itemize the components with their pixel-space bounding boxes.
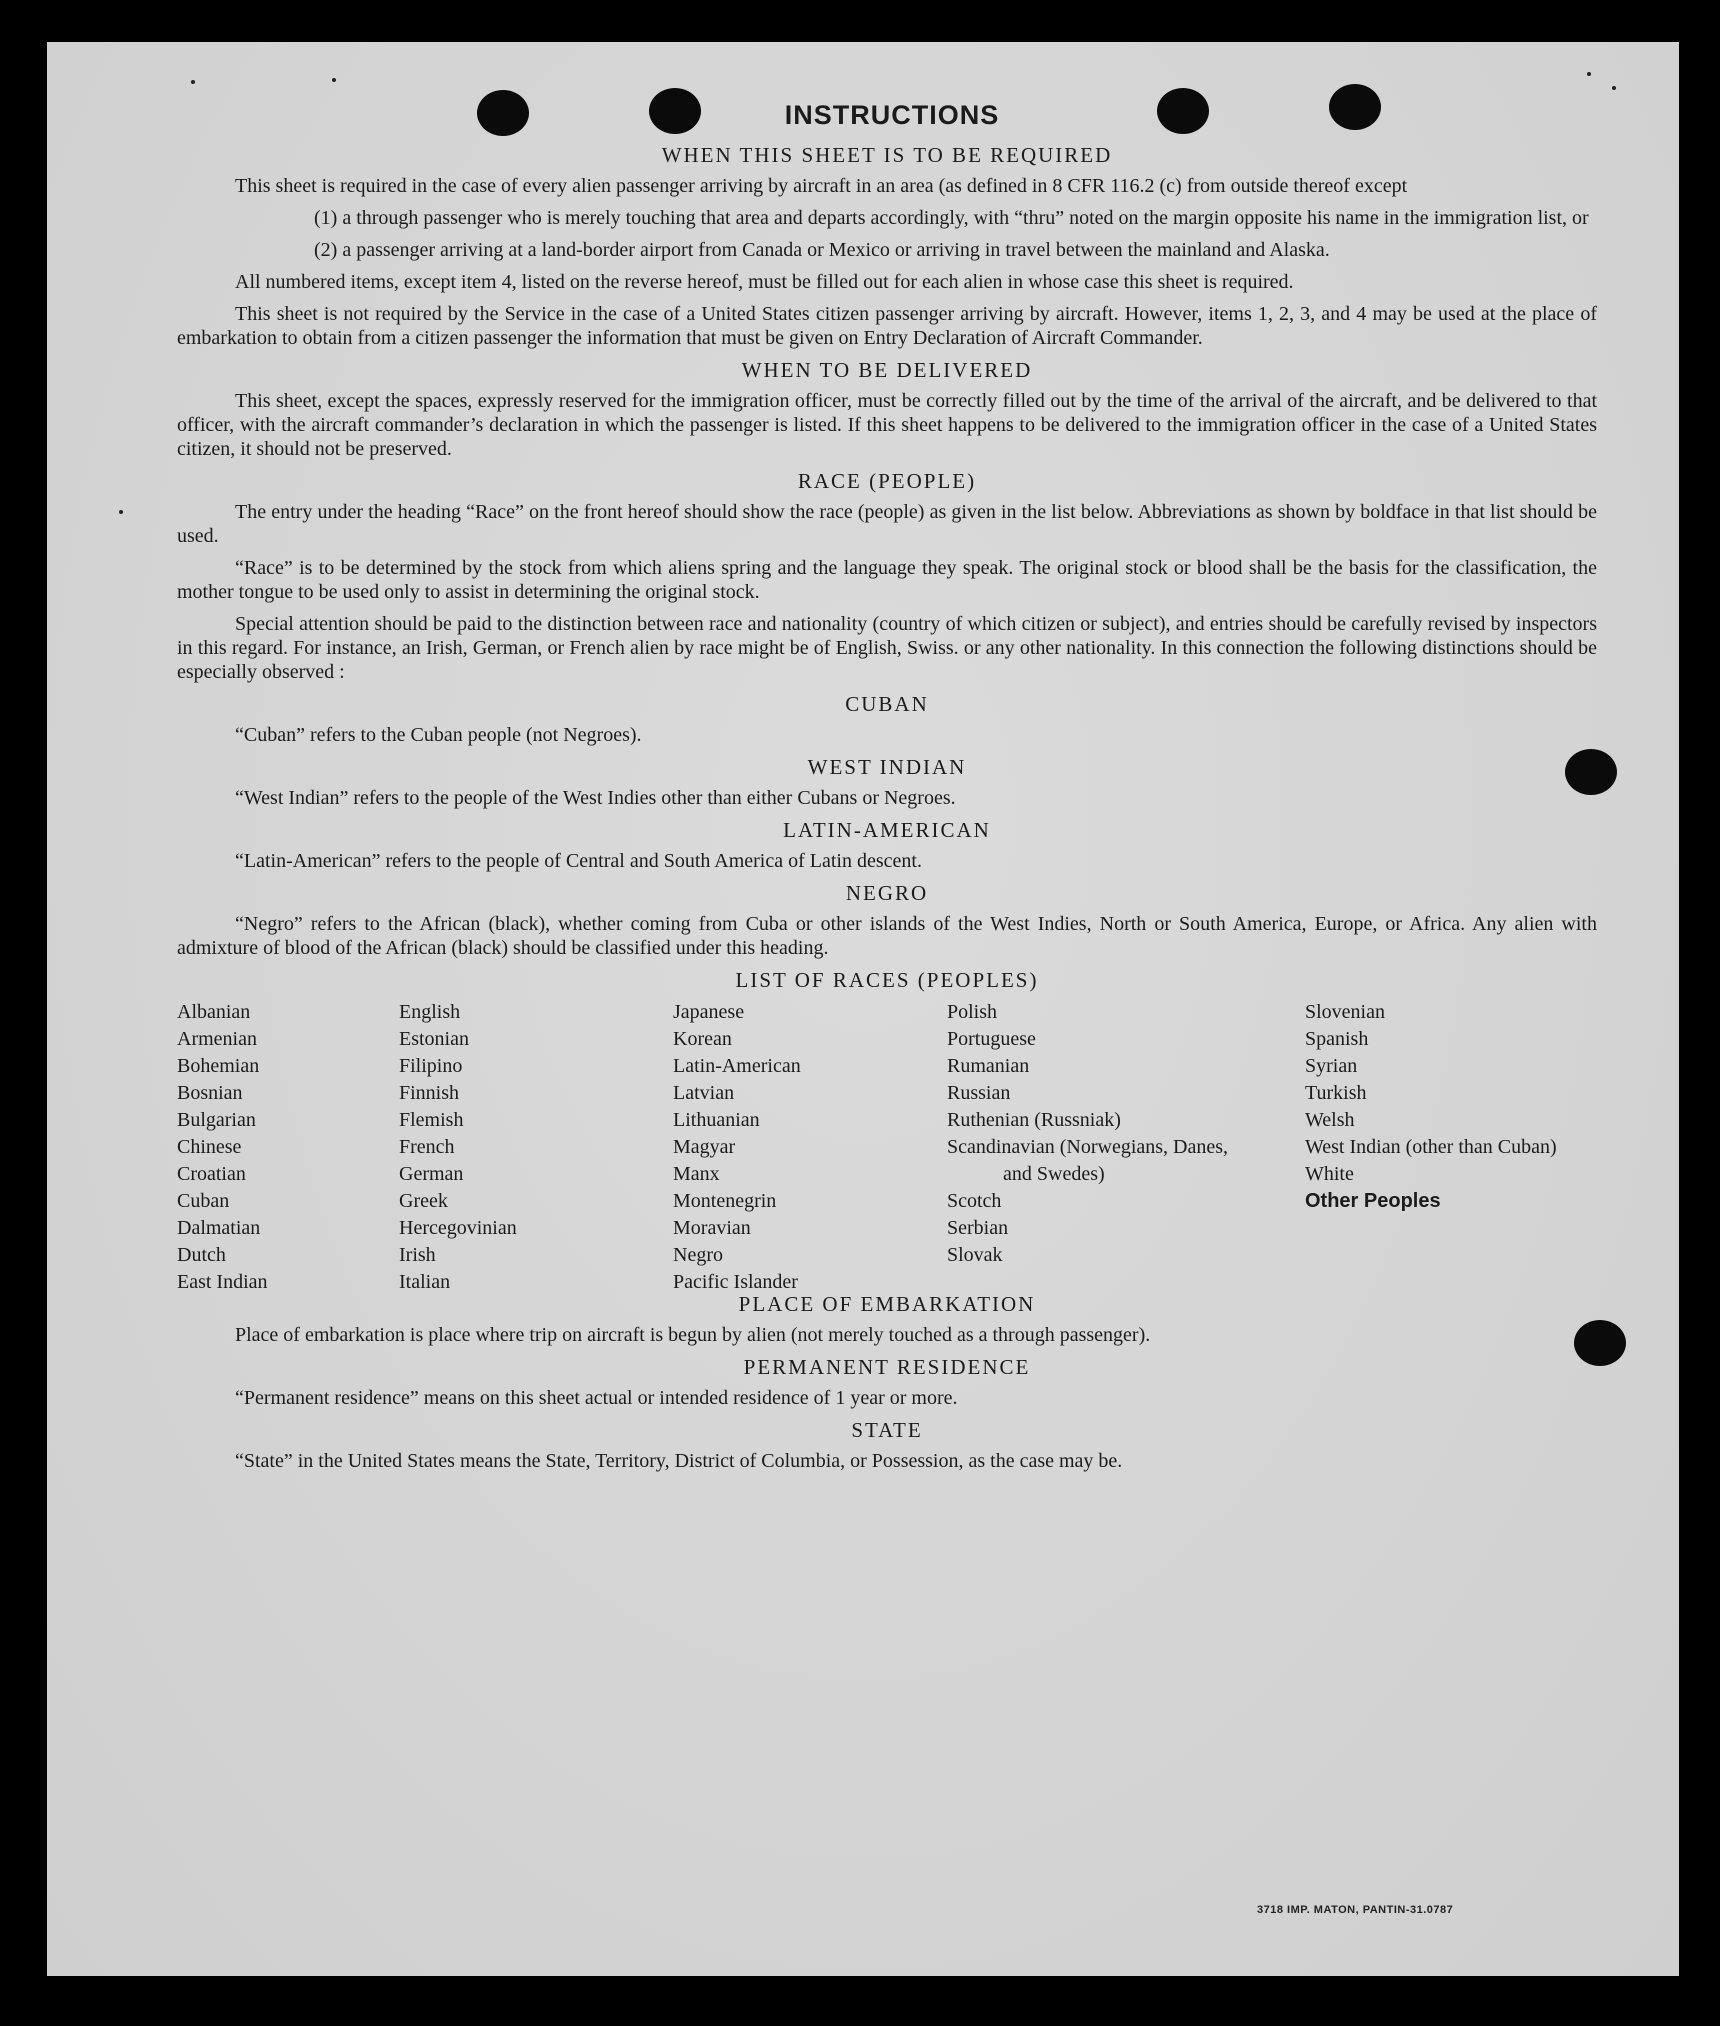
race-item: Slovenian bbox=[1305, 1001, 1385, 1023]
exception-item-1: (1) a through passenger who is merely touching that area and departs accordingly, with “thru” noted on the margin opposite his name in the immigration list, or bbox=[314, 207, 1589, 229]
definition-embarkation: Place of embarkation is place where trip on aircraft is begun by alien (not merely touched as a through passenger). bbox=[235, 1324, 1151, 1346]
race-item: Turkish bbox=[1305, 1082, 1367, 1104]
definition-latin-american: “Latin-American” refers to the people of Central and South America of Latin descent. bbox=[235, 850, 922, 872]
races-column-1 bbox=[177, 999, 268, 1296]
race-item: Irish bbox=[399, 1244, 436, 1266]
race-item: French bbox=[399, 1136, 455, 1158]
race-item: Italian bbox=[399, 1271, 451, 1293]
heading-list-of-races: LIST OF RACES (PEOPLES) bbox=[735, 968, 1039, 992]
heading-state: STATE bbox=[851, 1418, 923, 1442]
definition-negro: “Negro” refers to the African (black), whether coming from Cuba or other islands of the West Indies, North or South America, Europe, or Africa. Any alien with admixture of blood of the African (black) should be classified under this heading. bbox=[177, 913, 1597, 959]
race-item: Bohemian bbox=[177, 1055, 260, 1077]
race-item: Manx bbox=[673, 1163, 720, 1185]
printer-imprint: 3718 IMP. MATON, PANTIN-31.0787 bbox=[1257, 1904, 1454, 1916]
race-item: Dutch bbox=[177, 1244, 226, 1266]
race-item: Scandinavian (Norwegians, Danes, and Swedes) bbox=[947, 1136, 1229, 1185]
race-item: Latin-American bbox=[673, 1055, 801, 1077]
race-item: Negro bbox=[673, 1244, 723, 1266]
race-item: Polish bbox=[947, 1001, 998, 1023]
race-item: Flemish bbox=[399, 1109, 464, 1131]
race-item: Other Peoples bbox=[1305, 1190, 1441, 1212]
paragraph: This sheet is required in the case of every alien passenger arriving by aircraft in an area (as defined in 8 CFR 116.2 (c) from outside thereof except bbox=[235, 175, 1408, 197]
exception-item-2: (2) a passenger arriving at a land-border airport from Canada or Mexico or arriving in travel between the mainland and Alaska. bbox=[314, 239, 1330, 261]
paragraph: This sheet is not required by the Service in the case of a United States citizen passenger arriving by aircraft. However, items 1, 2, 3, and 4 may be used at the place of embarkation to obtain from a citizen passenger the information that must be given on Entry Declaration of Aircraft Commander. bbox=[177, 303, 1597, 349]
race-item: Chinese bbox=[177, 1136, 242, 1158]
paragraph: This sheet, except the spaces, expressly reserved for the immigration officer, must be correctly filled out by the time of the arrival of the aircraft, and be delivered to that officer, with the aircraft commander’s declaration in which the passenger is listed. If this sheet happens to be delivered to the immigration officer in the case of a United States citizen, it should not be preserved. bbox=[177, 390, 1597, 460]
race-item: Syrian bbox=[1305, 1055, 1358, 1077]
heading-when-delivered: WHEN TO BE DELIVERED bbox=[741, 358, 1033, 382]
races-list bbox=[177, 999, 1597, 1293]
race-item: Albanian bbox=[177, 1001, 251, 1023]
race-item: Japanese bbox=[673, 1001, 745, 1023]
race-item: Rumanian bbox=[947, 1055, 1030, 1077]
races-column-3 bbox=[673, 999, 801, 1296]
speck bbox=[1612, 86, 1616, 90]
races-column-2 bbox=[399, 999, 517, 1296]
race-item: Serbian bbox=[947, 1217, 1009, 1239]
race-item: Welsh bbox=[1305, 1109, 1355, 1131]
heading-place-of-embarkation: PLACE OF EMBARKATION bbox=[738, 1292, 1036, 1316]
heading-cuban: CUBAN bbox=[845, 692, 929, 716]
race-item: Spanish bbox=[1305, 1028, 1369, 1050]
heading-when-required: WHEN THIS SHEET IS TO BE REQUIRED bbox=[661, 143, 1113, 167]
race-item: Pacific Islander bbox=[673, 1271, 798, 1293]
race-item: German bbox=[399, 1163, 464, 1185]
heading-west-indian: WEST INDIAN bbox=[807, 755, 967, 779]
race-item: Russian bbox=[947, 1082, 1011, 1104]
heading-permanent-residence: PERMANENT RESIDENCE bbox=[743, 1355, 1031, 1379]
definition-west-indian: “West Indian” refers to the people of the West Indies other than either Cubans or Negroes. bbox=[235, 787, 956, 809]
instructions-content bbox=[177, 100, 1597, 1481]
page-title: INSTRUCTIONS bbox=[784, 100, 1000, 130]
race-item: Montenegrin bbox=[673, 1190, 777, 1212]
race-item: Moravian bbox=[673, 1217, 751, 1239]
race-item: White bbox=[1305, 1163, 1354, 1185]
definition-residence: “Permanent residence” means on this sheet actual or intended residence of 1 year or more. bbox=[235, 1387, 958, 1409]
speck bbox=[1587, 72, 1591, 76]
speck bbox=[332, 78, 336, 82]
race-item: Magyar bbox=[673, 1136, 736, 1158]
race-item: Korean bbox=[673, 1028, 732, 1050]
race-item: Scotch bbox=[947, 1190, 1002, 1212]
paragraph: The entry under the heading “Race” on the front hereof should show the race (people) as given in the list below. Abbreviations as shown by boldface in that list should be used. bbox=[177, 501, 1597, 547]
race-item: Greek bbox=[399, 1190, 448, 1212]
paragraph: “Race” is to be determined by the stock from which aliens spring and the language they speak. The original stock or blood shall be the basis for the classification, the mother tongue to be used only to assist in determining the original stock. bbox=[177, 557, 1597, 603]
document-sheet bbox=[47, 42, 1679, 1976]
race-item: Cuban bbox=[177, 1190, 230, 1212]
race-item: Armenian bbox=[177, 1028, 257, 1050]
race-item: Ruthenian (Russniak) bbox=[947, 1109, 1121, 1131]
race-item: Lithuanian bbox=[673, 1109, 760, 1131]
race-item: Latvian bbox=[673, 1082, 735, 1104]
races-column-5 bbox=[1305, 999, 1565, 1215]
race-item: Portuguese bbox=[947, 1028, 1036, 1050]
paragraph: Special attention should be paid to the distinction between race and nationality (country of which citizen or subject), and entries should be carefully revised by inspectors in this regard. For instance, an Irish, German, or French alien by race might be of English, Swiss. or any other nationality. In this connection the following distinctions should be especially observed : bbox=[177, 613, 1597, 683]
paragraph: All numbered items, except item 4, listed on the reverse hereof, must be filled out for each alien in whose case this sheet is required. bbox=[235, 271, 1294, 293]
race-item: Dalmatian bbox=[177, 1217, 261, 1239]
heading-race: RACE (PEOPLE) bbox=[797, 469, 977, 493]
race-item: Filipino bbox=[399, 1055, 463, 1077]
race-item: English bbox=[399, 1001, 461, 1023]
races-column-4 bbox=[947, 999, 1247, 1269]
race-item: Estonian bbox=[399, 1028, 469, 1050]
race-item: Croatian bbox=[177, 1163, 246, 1185]
heading-latin-american: LATIN-AMERICAN bbox=[783, 818, 991, 842]
race-item: Slovak bbox=[947, 1244, 1003, 1266]
race-item: Bosnian bbox=[177, 1082, 243, 1104]
race-item: East Indian bbox=[177, 1271, 268, 1293]
race-item: Hercegovinian bbox=[399, 1217, 517, 1239]
race-item: Bulgarian bbox=[177, 1109, 256, 1131]
speck bbox=[191, 80, 195, 84]
race-item: West Indian (other than Cuban) bbox=[1305, 1136, 1557, 1158]
race-item: Finnish bbox=[399, 1082, 460, 1104]
definition-cuban: “Cuban” refers to the Cuban people (not Negroes). bbox=[235, 724, 642, 746]
definition-state: “State” in the United States means the State, Territory, District of Columbia, or Possession, as the case may be. bbox=[235, 1450, 1123, 1472]
speck bbox=[119, 510, 123, 514]
heading-negro: NEGRO bbox=[845, 881, 929, 905]
